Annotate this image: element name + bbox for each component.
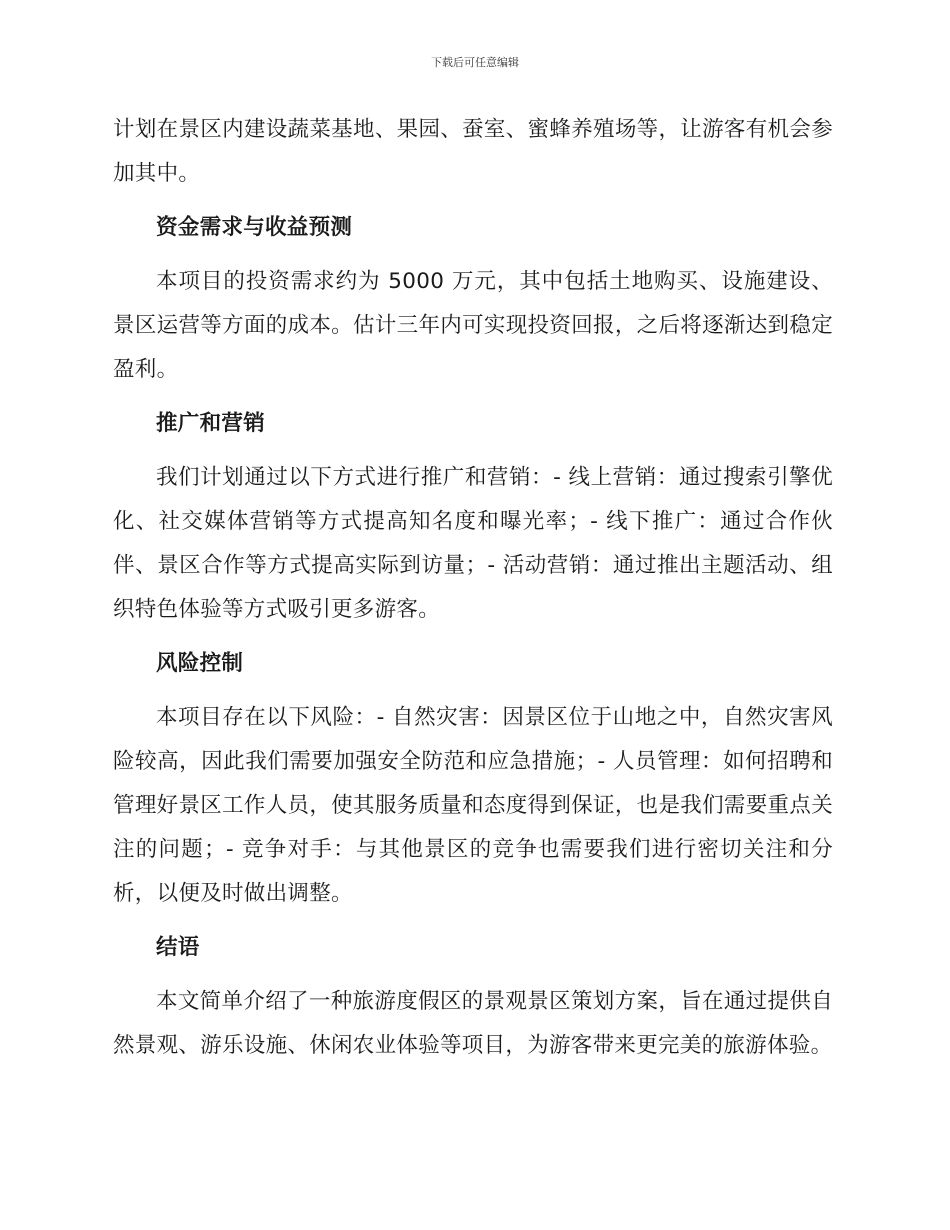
section-body-risk: 本项目存在以下风险：- 自然灾害：因景区位于山地之中，自然灾害风险较高，因此我们需要加强安全防范和应急措施；- 人员管理：如何招聘和管理好景区工作人员，使其服务质量和态度得到保证，也是我们需要重点关注的问题；- 竞争对手：与其他景区的竞争也需要我们进行密切关注和分析，以便及时做出调整。 — [113, 705, 833, 906]
section-body-marketing: 我们计划通过以下方式进行推广和营销：- 线上营销：通过搜索引擎优化、社交媒体营销等方式提高知名度和曝光率；- 线下推广：通过合作伙伴、景区合作等方式提高实际到访量；- 活动营销：通过推出主题活动、组织特色体验等方式吸引更多游客。 — [113, 465, 833, 622]
section-heading-risk: 风险控制 — [156, 651, 244, 676]
section-heading-conclusion: 结语 — [156, 935, 200, 960]
section-heading-marketing: 推广和营销 — [156, 411, 266, 436]
paragraph-continuation: 计划在景区内建设蔬菜基地、果园、蚕室、蜜蜂养殖场等，让游客有机会参加其中。 — [113, 117, 833, 186]
section-body-funding: 本项目的投资需求约为 5000 万元，其中包括土地购买、设施建设、景区运营等方面的成本。估计三年内可实现投资回报，之后将逐渐达到稳定盈利。 — [113, 269, 833, 382]
document-body — [113, 108, 833, 1068]
section-body-conclusion: 本文简单介绍了一种旅游度假区的景观景区策划方案，旨在通过提供自然景观、游乐设施、休闲农业体验等项目，为游客带来更完美的旅游体验。 — [113, 989, 833, 1058]
section-heading-funding: 资金需求与收益预测 — [156, 215, 353, 240]
page-header: 下载后可任意编辑 — [431, 56, 519, 69]
